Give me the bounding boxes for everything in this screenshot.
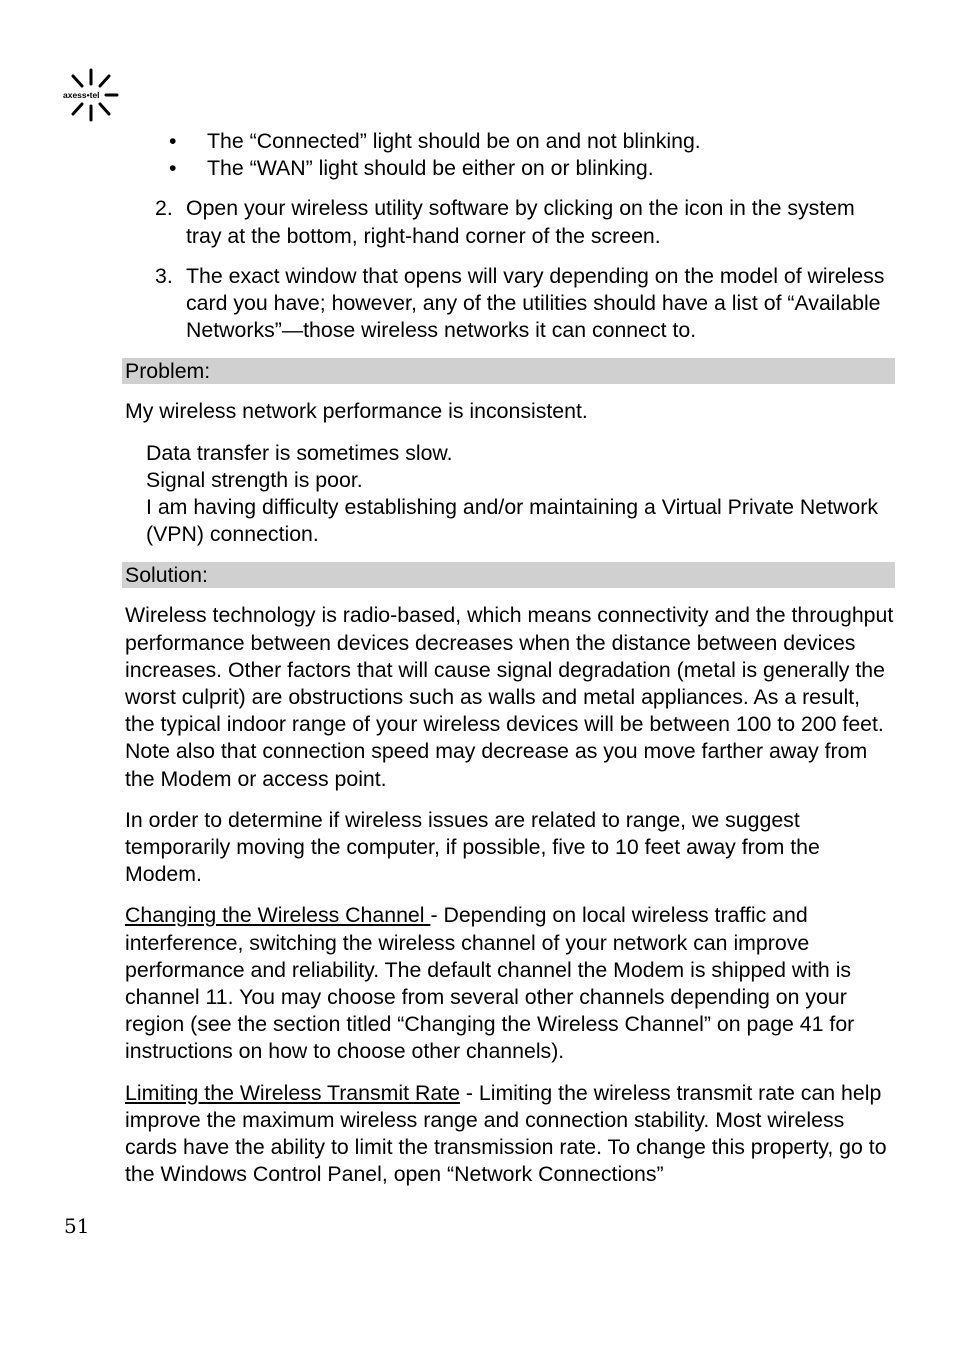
step-number: 3.	[155, 263, 173, 288]
light-status-list	[125, 128, 895, 182]
step-text: The exact window that opens will vary depending on the model of wireless card you have; however, any of the utilities should have a list of “Available Networks”—those wireless networks it can connect to.	[186, 263, 885, 343]
steps-list	[125, 195, 895, 344]
problem-heading: Problem:	[122, 358, 895, 384]
step-item	[125, 263, 895, 345]
solution-paragraph-channel	[125, 902, 895, 1065]
bullet-text: The “WAN” light should be either on or blinking.	[207, 156, 654, 181]
rate-description: - Limiting the wireless transmit rate can help improve the maximum wireless range and connection stability. Most wireless cards have the ability to limit the transmission rate. To change this property, go to the Windows Control Panel, open “Network Connections”	[125, 1080, 887, 1187]
channel-description: - Depending on local wireless traffic and interference, switching the wireless channel of your network can improve performance and reliability. The default channel the Modem is shipped with is channel 11. You may choose from several other channels depending on your region (see the section titled “Changing the Wireless Channel” on page 41 for instructions on how to choose other channels).	[125, 903, 855, 1064]
solution-paragraph-range: Wireless technology is radio-based, which means connectivity and the throughput performance between devices decreases when the distance between devices increases. Other factors that will cause signal degradation (metal is generally the worst culprit) are obstructions such as walls and metal appliances. As a result, the typical indoor range of your wireless devices will be between 100 to 200 feet. Note also that connection speed may decrease as you move farther away from the Modem or access point.	[125, 603, 894, 791]
page-content	[125, 128, 895, 1189]
step-number: 2.	[155, 196, 173, 221]
axesstel-logo-icon	[62, 66, 120, 124]
symptom-item: I am having difficulty establishing and/or maintaining a Virtual Private Network (VPN) connection.	[146, 495, 878, 547]
symptom-item: Data transfer is sometimes slow.	[146, 440, 453, 465]
symptom-item: Signal strength is poor.	[146, 467, 363, 492]
solution-heading: Solution:	[122, 562, 895, 588]
step-text: Open your wireless utility software by clicking on the icon in the system tray at the bottom, right-hand corner of the screen.	[186, 196, 855, 248]
bullet-icon: •	[169, 156, 177, 181]
transmit-rate-link[interactable]: Limiting the Wireless Transmit Rate	[125, 1080, 460, 1105]
solution-paragraph-test: In order to determine if wireless issues are related to range, we suggest temporarily moving the computer, if possible, five to 10 feet away from the Modem.	[125, 807, 820, 887]
symptom-list	[125, 440, 895, 549]
logo-wordmark: axess•tel	[63, 90, 100, 100]
bullet-text: The “Connected” light should be on and not blinking.	[207, 129, 701, 153]
problem-statement: My wireless network performance is inconsistent.	[125, 399, 588, 424]
solution-paragraph-rate	[125, 1080, 895, 1189]
changing-channel-link[interactable]: Changing the Wireless Channel	[125, 903, 431, 928]
brand-logo	[62, 66, 120, 124]
step-item	[125, 195, 895, 249]
page-number: 51	[64, 1214, 90, 1238]
list-item	[125, 128, 895, 155]
bullet-icon: •	[169, 129, 177, 153]
list-item	[125, 155, 895, 182]
